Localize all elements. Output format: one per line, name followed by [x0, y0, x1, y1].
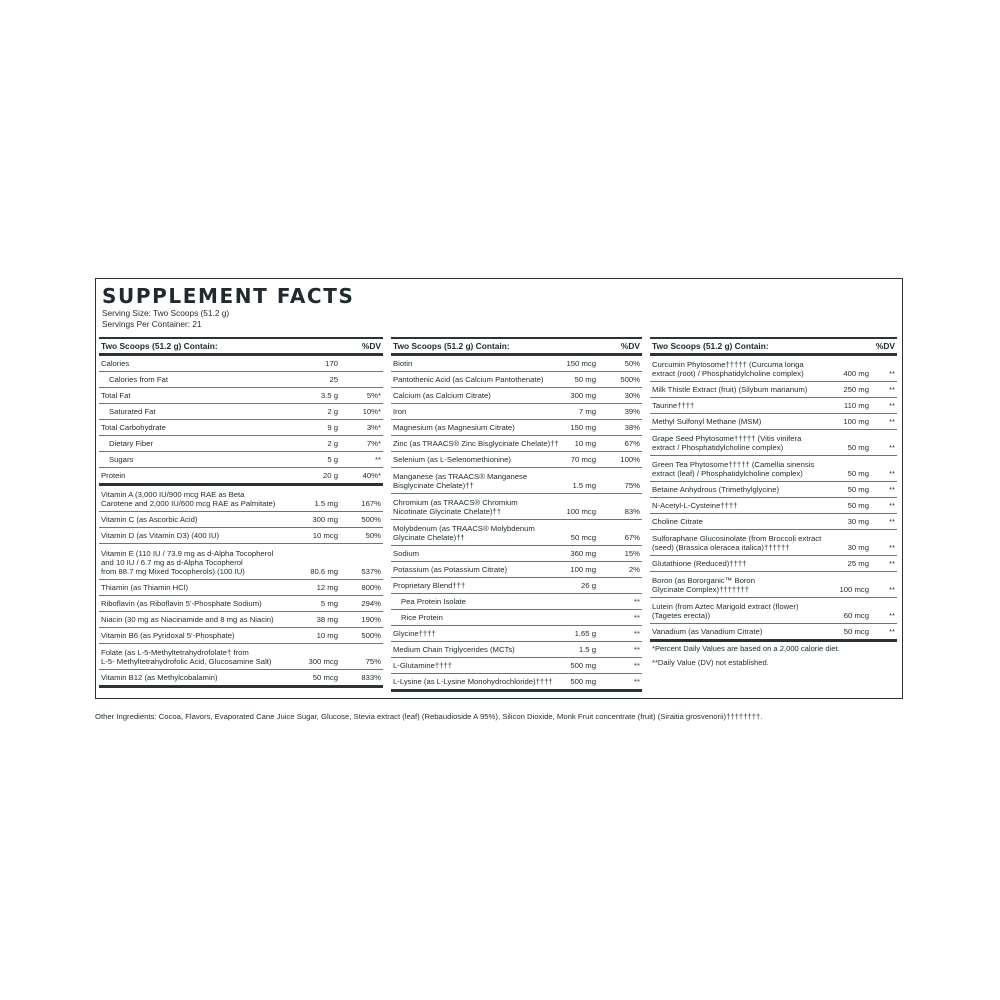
- nutrient-amount: 50 mcg: [570, 533, 596, 542]
- nutrient-name: Sugars: [109, 455, 134, 464]
- nutrient-dv: 15%: [624, 549, 640, 558]
- nutrient-dv: 5%*: [366, 391, 381, 400]
- nutrient-amount: 50 mg: [847, 485, 869, 494]
- nutrient-rows: [99, 356, 383, 688]
- servings-per-container: Servings Per Container: 21: [102, 319, 202, 329]
- nutrient-dv: **: [634, 613, 640, 622]
- nutrient-dv: **: [889, 611, 895, 620]
- supplement-facts-panel: [95, 278, 903, 699]
- nutrient-row: [391, 356, 642, 372]
- nutrient-amount: 70 mcg: [570, 455, 596, 464]
- nutrient-name: Niacin (30 mg as Niacinamide and 8 mg as Niacin): [101, 615, 274, 624]
- nutrient-column-3: [650, 337, 897, 670]
- nutrient-amount: 150 mg: [570, 423, 596, 432]
- nutrient-name: Rice Protein: [401, 613, 443, 622]
- nutrient-amount: 80.6 mg: [310, 567, 338, 576]
- nutrient-name: Manganese (as TRAACS® Manganese Bisglycinate Chelate)††: [393, 472, 528, 490]
- nutrient-name: Iron: [393, 407, 407, 416]
- nutrient-amount: 110 mg: [843, 401, 869, 410]
- nutrient-row: [650, 624, 897, 642]
- nutrient-dv: **: [634, 629, 640, 638]
- nutrient-name: Protein: [101, 471, 126, 480]
- nutrient-name: Molybdenum (as TRAACS® Molybdenum Glycinate Chelate)††: [393, 524, 535, 542]
- nutrient-row: [99, 544, 383, 580]
- nutrient-name: Saturated Fat: [109, 407, 156, 416]
- nutrient-row: [99, 612, 383, 628]
- nutrient-row: [391, 494, 642, 520]
- nutrient-dv: 67%: [624, 439, 640, 448]
- nutrient-dv: 167%: [361, 499, 381, 508]
- nutrient-name: Pea Protein Isolate: [401, 597, 466, 606]
- nutrient-dv: **: [889, 417, 895, 426]
- nutrient-row: [99, 452, 383, 468]
- nutrient-name: Glycine††††: [393, 629, 436, 638]
- nutrient-amount: 9 g: [327, 423, 338, 432]
- nutrient-amount: 170: [325, 359, 338, 368]
- nutrient-dv: **: [889, 585, 895, 594]
- nutrient-dv: 500%: [361, 631, 381, 640]
- nutrient-amount: 1.5 mg: [314, 499, 338, 508]
- nutrient-amount: 26 g: [581, 581, 596, 590]
- footnote-percent-dv: *Percent Daily Values are based on a 2,000 calorie diet.: [652, 644, 840, 653]
- nutrient-column-1: [99, 337, 383, 688]
- nutrient-row: [391, 372, 642, 388]
- nutrient-amount: 7 mg: [578, 407, 596, 416]
- nutrient-row: [650, 598, 897, 624]
- column-header: [99, 337, 383, 356]
- nutrient-name: Selenium (as L-Selenomethionine): [393, 455, 511, 464]
- nutrient-amount: 50 mcg: [843, 627, 869, 636]
- nutrient-name: Sodium: [393, 549, 420, 558]
- nutrient-dv: **: [634, 661, 640, 670]
- nutrient-amount: 2 g: [327, 407, 338, 416]
- nutrient-amount: 25: [329, 375, 338, 384]
- nutrient-dv: **: [889, 543, 895, 552]
- nutrient-dv: 7%*: [366, 439, 381, 448]
- nutrient-row: [391, 420, 642, 436]
- nutrient-name: Potassium (as Potassium Citrate): [393, 565, 508, 574]
- nutrient-dv: **: [889, 385, 895, 394]
- nutrient-dv: **: [375, 455, 381, 464]
- nutrient-name: Vitamin D (as Vitamin D3) (400 IU): [101, 531, 220, 540]
- nutrient-name: Chromium (as TRAACS® Chromium Nicotinate Glycinate Chelate)††: [393, 498, 518, 516]
- nutrient-row: [650, 382, 897, 398]
- nutrient-amount: 12 mg: [316, 583, 338, 592]
- nutrient-dv: 800%: [361, 583, 381, 592]
- column-header-label: Two Scoops (51.2 g) Contain:: [101, 341, 218, 351]
- nutrient-amount: 1.5 g: [578, 645, 596, 654]
- nutrient-amount: 50 mg: [847, 469, 869, 478]
- nutrient-name: Zinc (as TRAACS® Zinc Bisglycinate Chelate)††: [393, 439, 559, 448]
- nutrient-name: Taurine††††: [652, 401, 695, 410]
- nutrient-amount: 50 mg: [847, 501, 869, 510]
- nutrient-name: Biotin: [393, 359, 413, 368]
- nutrient-row: [99, 580, 383, 596]
- nutrient-row: [391, 674, 642, 692]
- nutrient-name: Green Tea Phytosome††††† (Camellia sinensis extract (leaf) / Phosphatidylcholine complex): [652, 460, 815, 478]
- nutrient-amount: 2 g: [327, 439, 338, 448]
- nutrient-row: [391, 610, 642, 626]
- nutrient-row: [391, 388, 642, 404]
- nutrient-dv: 50%: [624, 359, 640, 368]
- nutrient-row: [650, 556, 897, 572]
- nutrient-row: [99, 404, 383, 420]
- nutrient-dv: 294%: [361, 599, 381, 608]
- column-header-dv: %DV: [361, 341, 381, 351]
- nutrient-amount: 50 mg: [574, 375, 596, 384]
- nutrient-dv: 500%: [620, 375, 640, 384]
- nutrient-row: [650, 398, 897, 414]
- nutrient-amount: 100 mcg: [566, 507, 596, 516]
- footnote-dv-not-established: **Daily Value (DV) not established.: [652, 658, 769, 667]
- nutrient-name: Medium Chain Triglycerides (MCTs): [393, 645, 515, 654]
- nutrient-name: Proprietary Blend†††: [393, 581, 466, 590]
- nutrient-name: Riboflavin (as Riboflavin 5’-Phosphate Sodium): [101, 599, 262, 608]
- nutrient-dv: **: [889, 469, 895, 478]
- nutrient-name: Calories from Fat: [109, 375, 168, 384]
- nutrient-row: [99, 596, 383, 612]
- nutrient-row: [99, 356, 383, 372]
- nutrient-row: [650, 572, 897, 598]
- nutrient-amount: 100 mg: [570, 565, 596, 574]
- nutrient-dv: **: [889, 401, 895, 410]
- nutrient-amount: 5 g: [327, 455, 338, 464]
- nutrient-dv: 3%*: [366, 423, 381, 432]
- nutrient-row: [99, 628, 383, 644]
- nutrient-dv: 10%*: [362, 407, 381, 416]
- nutrient-amount: 500 mg: [570, 677, 596, 686]
- nutrient-rows: [650, 356, 897, 642]
- nutrient-name: Choline Citrate: [652, 517, 703, 526]
- nutrient-dv: 75%: [624, 481, 640, 490]
- nutrient-dv: **: [889, 443, 895, 452]
- nutrient-row: [650, 514, 897, 530]
- nutrient-dv: 67%: [624, 533, 640, 542]
- nutrient-row: [99, 420, 383, 436]
- nutrient-amount: 50 mg: [847, 443, 869, 452]
- nutrient-name: Boron (as Bororganic™ Boron Glycinate Complex)†††††††: [652, 576, 755, 594]
- nutrient-amount: 60 mcg: [843, 611, 869, 620]
- column-header-label: Two Scoops (51.2 g) Contain:: [393, 341, 510, 351]
- panel-title: SUPPLEMENT FACTS: [102, 284, 355, 308]
- nutrient-amount: 250 mg: [843, 385, 869, 394]
- nutrient-row: [99, 436, 383, 452]
- column-header: [650, 337, 897, 356]
- nutrient-amount: 38 mg: [316, 615, 338, 624]
- nutrient-name: Sulforaphane Glucosinolate (from Broccoli extract (seed) (Brassica oleracea italica)††††††: [652, 534, 822, 552]
- nutrient-row: [391, 436, 642, 452]
- nutrient-row: [391, 578, 642, 594]
- nutrient-amount: 10 mcg: [312, 531, 338, 540]
- nutrient-amount: 10 mg: [316, 631, 338, 640]
- nutrient-amount: 400 mg: [843, 369, 869, 378]
- nutrient-row: [391, 404, 642, 420]
- nutrient-name: Calcium (as Calcium Citrate): [393, 391, 491, 400]
- nutrient-dv: 833%: [361, 673, 381, 682]
- nutrient-name: Total Carbohydrate: [101, 423, 166, 432]
- nutrient-row: [99, 512, 383, 528]
- column-header-label: Two Scoops (51.2 g) Contain:: [652, 341, 769, 351]
- nutrient-dv: 50%: [365, 531, 381, 540]
- nutrient-name: Lutein (from Aztec Marigold extract (flower) (Tagetes erecta)): [652, 602, 799, 620]
- nutrient-name: Milk Thistle Extract (fruit) (Silybum marianum): [652, 385, 808, 394]
- nutrient-row: [99, 486, 383, 512]
- nutrient-amount: 3.5 g: [320, 391, 338, 400]
- nutrient-amount: 360 mg: [570, 549, 596, 558]
- column-header-dv: %DV: [875, 341, 895, 351]
- nutrient-name: Vitamin A (3,000 IU/900 mcg RAE as Beta Carotene and 2,000 IU/600 mcg RAE as Palmitate): [101, 490, 276, 508]
- nutrient-row: [650, 498, 897, 514]
- nutrient-row: [650, 482, 897, 498]
- nutrient-row: [650, 530, 897, 556]
- nutrient-amount: 300 mcg: [308, 657, 338, 666]
- nutrient-dv: 190%: [361, 615, 381, 624]
- nutrient-dv: 38%: [624, 423, 640, 432]
- nutrient-dv: 537%: [361, 567, 381, 576]
- nutrient-amount: 100 mcg: [839, 585, 869, 594]
- nutrient-name: L-Lysine (as L-Lysine Monohydrochloride)††††: [393, 677, 553, 686]
- nutrient-dv: 2%: [628, 565, 640, 574]
- nutrient-name: L-Glutamine††††: [393, 661, 452, 670]
- nutrient-dv: **: [889, 501, 895, 510]
- nutrient-rows: [391, 356, 642, 692]
- nutrient-row: [391, 468, 642, 494]
- nutrient-name: Grape Seed Phytosome††††† (Vitis vinifera extract / Phosphatidylcholine complex): [652, 434, 802, 452]
- nutrient-amount: 1.65 g: [574, 629, 596, 638]
- nutrient-row: [650, 430, 897, 456]
- nutrient-name: Calories: [101, 359, 130, 368]
- nutrient-amount: 300 mg: [570, 391, 596, 400]
- nutrient-row: [99, 528, 383, 544]
- nutrient-row: [650, 456, 897, 482]
- nutrient-row: [650, 356, 897, 382]
- nutrient-amount: 50 mcg: [312, 673, 338, 682]
- nutrient-row: [391, 546, 642, 562]
- other-ingredients: Other Ingredients: Cocoa, Flavors, Evaporated Cane Juice Sugar, Glucose, Stevia extract (leaf) (Rebaudioside A 95%), Silicon Dioxide, Monk Fruit concentrate (fruit) (Siraitia grosvenorii)††††††††.: [95, 712, 763, 721]
- nutrient-dv: **: [889, 369, 895, 378]
- nutrient-dv: 83%: [624, 507, 640, 516]
- column-header-dv: %DV: [620, 341, 640, 351]
- nutrient-name: Folate (as L-5-Methyltetrahydrofolate† from L-5- Methyltetrahydrofolic Acid, Glucosamine Salt): [101, 648, 272, 666]
- nutrient-name: Thiamin (as Thiamin HCl): [101, 583, 189, 592]
- nutrient-row: [391, 626, 642, 642]
- nutrient-name: N-Acetyl-L-Cysteine††††: [652, 501, 738, 510]
- nutrient-amount: 10 mg: [574, 439, 596, 448]
- nutrient-amount: 20 g: [323, 471, 338, 480]
- nutrient-dv: **: [889, 559, 895, 568]
- nutrient-name: Vanadium (as Vanadium Citrate): [652, 627, 763, 636]
- nutrient-name: Vitamin E (110 IU / 73.9 mg as d-Alpha Tocopherol and 10 IU / 6.7 mg as d-Alpha Tocopherol from 88.7 mg Mixed Tocopherols) (100 IU): [101, 549, 274, 576]
- nutrient-name: Methyl Sulfonyl Methane (MSM): [652, 417, 762, 426]
- nutrient-row: [391, 658, 642, 674]
- nutrient-dv: 500%: [361, 515, 381, 524]
- nutrient-row: [99, 388, 383, 404]
- nutrient-amount: 5 mg: [320, 599, 338, 608]
- nutrient-name: Dietary Fiber: [109, 439, 154, 448]
- nutrient-name: Curcumin Phytosome††††† (Curcuma longa extract (root) / Phosphatidylcholine complex): [652, 360, 804, 378]
- nutrient-row: [391, 642, 642, 658]
- nutrient-dv: **: [889, 485, 895, 494]
- nutrient-row: [650, 414, 897, 430]
- column-header: [391, 337, 642, 356]
- nutrient-amount: 1.5 mg: [572, 481, 596, 490]
- nutrient-dv: 40%*: [362, 471, 381, 480]
- nutrient-dv: **: [634, 645, 640, 654]
- nutrient-dv: **: [634, 597, 640, 606]
- nutrient-name: Vitamin B6 (as Pyridoxal 5’-Phosphate): [101, 631, 235, 640]
- nutrient-dv: **: [889, 517, 895, 526]
- nutrient-amount: 100 mg: [843, 417, 869, 426]
- nutrient-dv: **: [889, 627, 895, 636]
- nutrient-amount: 25 mg: [847, 559, 869, 568]
- nutrient-name: Pantothenic Acid (as Calcium Pantothenate): [393, 375, 544, 384]
- nutrient-row: [391, 562, 642, 578]
- nutrient-name: Betaine Anhydrous (Trimethylglycine): [652, 485, 780, 494]
- nutrient-dv: 100%: [620, 455, 640, 464]
- nutrient-row: [391, 452, 642, 468]
- nutrient-name: Vitamin C (as Ascorbic Acid): [101, 515, 198, 524]
- nutrient-amount: 30 mg: [847, 517, 869, 526]
- nutrient-row: [391, 594, 642, 610]
- nutrient-row: [99, 372, 383, 388]
- nutrient-row: [99, 644, 383, 670]
- nutrient-name: Total Fat: [101, 391, 131, 400]
- nutrient-amount: 150 mcg: [566, 359, 596, 368]
- serving-size: Serving Size: Two Scoops (51.2 g): [102, 308, 230, 318]
- nutrient-dv: **: [634, 677, 640, 686]
- nutrient-row: [99, 670, 383, 688]
- nutrient-row: [391, 520, 642, 546]
- nutrient-column-2: [391, 337, 642, 692]
- nutrient-dv: 75%: [365, 657, 381, 666]
- nutrient-amount: 500 mg: [570, 661, 596, 670]
- nutrient-row: [99, 468, 383, 486]
- nutrient-amount: 30 mg: [847, 543, 869, 552]
- nutrient-amount: 300 mg: [312, 515, 338, 524]
- nutrient-name: Vitamin B12 (as Methylcobalamin): [101, 673, 218, 682]
- nutrient-name: Magnesium (as Magnesium Citrate): [393, 423, 515, 432]
- nutrient-dv: 39%: [624, 407, 640, 416]
- nutrient-name: Glutathione (Reduced)††††: [652, 559, 747, 568]
- nutrient-dv: 30%: [624, 391, 640, 400]
